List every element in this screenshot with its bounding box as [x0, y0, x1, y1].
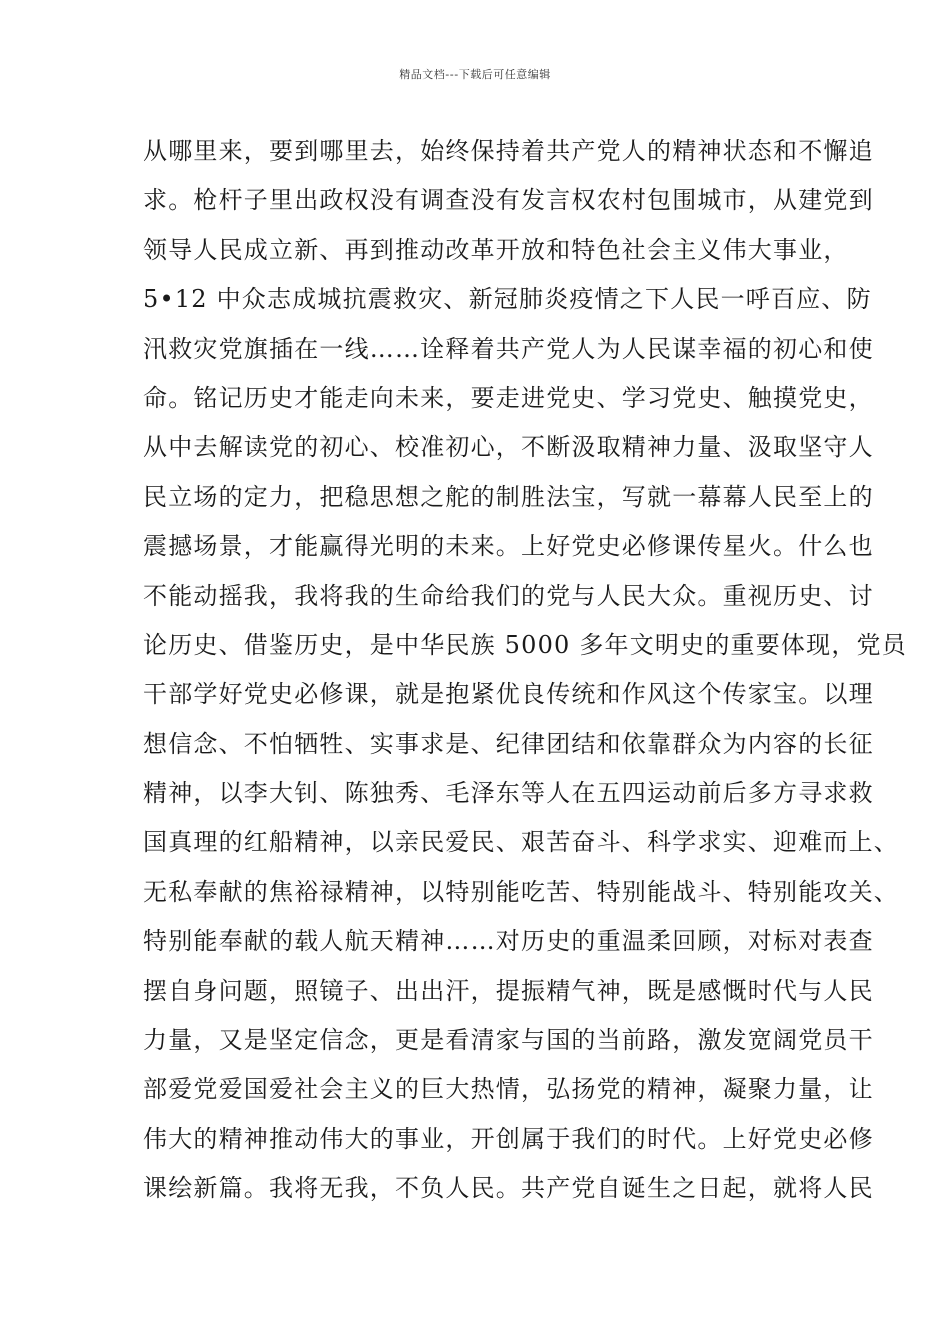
text-line: 领导人民成立新、再到推动改革开放和特色社会主义伟大事业，	[143, 235, 849, 264]
text-line: 不能动摇我，我将我的生命给我们的党与人民大众。重视历史、讨	[143, 581, 874, 610]
text-line: 汛救灾党旗插在一线……诠释着共产党人为人民谋幸福的初心和使	[143, 334, 874, 363]
text-line: 从中去解读党的初心、校准初心，不断汲取精神力量、汲取坚守人	[143, 433, 874, 462]
text-line: 伟大的精神推动伟大的事业，开创属于我们的时代。上好党史必修	[143, 1124, 874, 1153]
text-line: 5•12 中众志成城抗震救灾、新冠肺炎疫情之下人民一呼百应、防	[143, 285, 872, 314]
text-line: 特别能奉献的载人航天精神……对历史的重温柔回顾，对标对表查	[143, 927, 874, 956]
text-line: 从哪里来，要到哪里去，始终保持着共产党人的精神状态和不懈追	[143, 137, 874, 165]
text-line: 命。铭记历史才能走向未来，要走进党史、学习党史、触摸党史，	[143, 383, 874, 412]
text-line: 想信念、不怕牺牲、实事求是、纪律团结和依靠群众为内容的长征	[143, 729, 874, 758]
text-line: 论历史、借鉴历史，是中华民族 5000 多年文明史的重要体现，党员	[143, 630, 907, 659]
text-line: 震撼场景，才能赢得光明的未来。上好党史必修课传星火。什么也	[143, 532, 874, 561]
text-line: 求。枪杆子里出政权没有调查没有发言权农村包围城市，从建党到	[143, 186, 874, 215]
text-line: 民立场的定力，把稳思想之舵的制胜法宝，写就一幕幕人民至上的	[143, 482, 874, 511]
text-line: 课绘新篇。我将无我，不负人民。共产党自诞生之日起，就将人民	[143, 1174, 874, 1203]
text-line: 精神，以李大钊、陈独秀、毛泽东等人在五四运动前后多方寻求救	[143, 779, 874, 808]
text-line: 部爱党爱国爱社会主义的巨大热情，弘扬党的精神，凝聚力量，让	[143, 1075, 874, 1104]
text-line: 国真理的红船精神，以亲民爱民、艰苦奋斗、科学求实、迎难而上、	[143, 828, 899, 857]
text-line: 无私奉献的焦裕禄精神，以特别能吃苦、特别能战斗、特别能攻关、	[143, 877, 899, 906]
header-note: 精品文档---下载后可任意编辑	[399, 68, 551, 81]
text-line: 摆自身问题，照镜子、出出汗，提振精气神，既是感慨时代与人民	[143, 976, 874, 1005]
text-line: 力量，又是坚定信念，更是看清家与国的当前路，激发宽阔党员干	[143, 1026, 874, 1055]
body-paragraph	[143, 133, 907, 1220]
text-line: 干部学好党史必修课，就是抱紧优良传统和作风这个传家宝。以理	[143, 680, 874, 709]
